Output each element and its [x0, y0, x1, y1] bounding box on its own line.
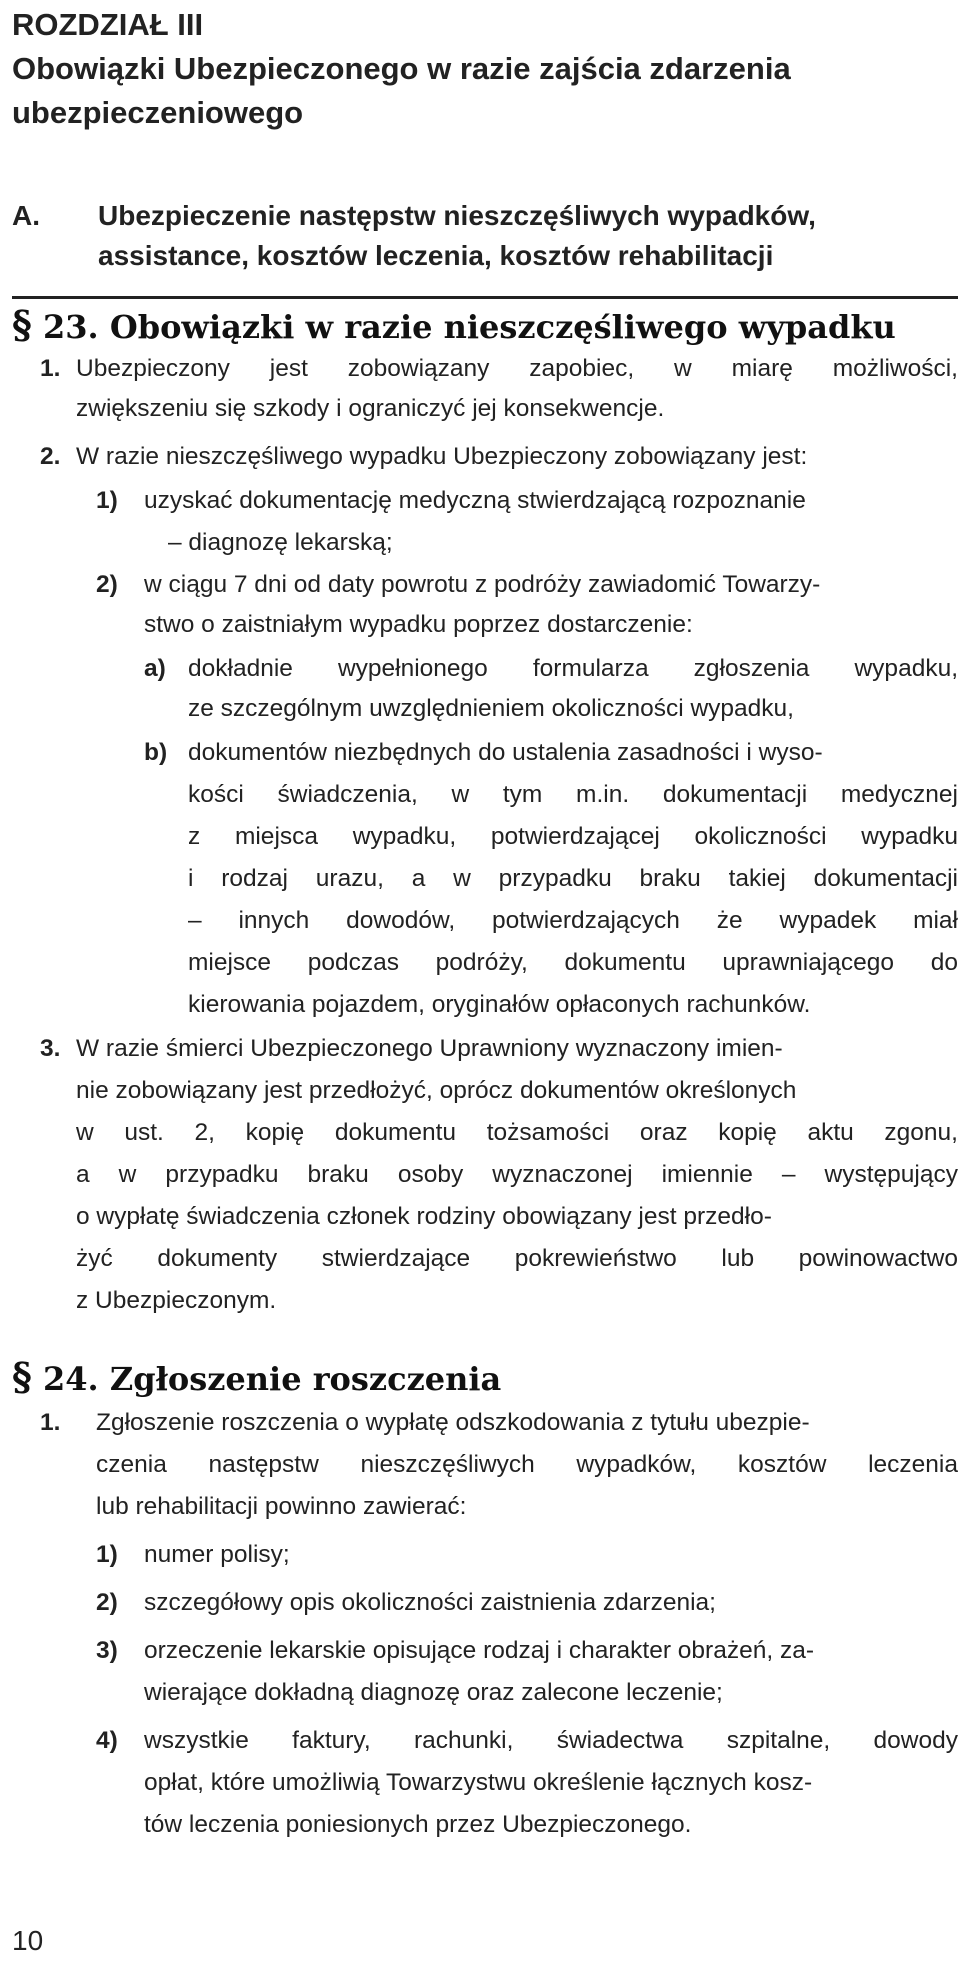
section-24-title: 24. Zgłoszenie roszczenia	[43, 1360, 502, 1398]
s24-p1-number: 1.	[40, 1409, 61, 1436]
s23-p1-number: 1.	[40, 355, 61, 382]
chapter-heading: ROZDZIAŁ III	[12, 7, 204, 42]
s23-p2-item-2b-line: miejsce podczas podróży, dokumentu uprawniającego do	[188, 949, 958, 976]
s23-p2-item-2b-line: i rodzaj urazu, a w przypadku braku takiej dokumentacji	[188, 865, 958, 892]
s23-p2-item-2-line: stwo o zaistniałym wypadku poprzez dostarczenie:	[144, 611, 693, 638]
s23-p3-line: w ust. 2, kopię dokumentu tożsamości oraz kopię aktu zgonu,	[76, 1119, 958, 1146]
s24-p1-line: czenia następstw nieszczęśliwych wypadków, kosztów leczenia	[96, 1451, 958, 1478]
page-number: 10	[12, 1925, 44, 1956]
s24-p1-item-1-number: 1)	[96, 1541, 118, 1568]
s23-p3-number: 3.	[40, 1035, 61, 1062]
s23-p3-line: z Ubezpieczonym.	[76, 1287, 277, 1314]
s23-p2-item-2b-line: – innych dowodów, potwierdzających że wypadek miał	[188, 907, 958, 934]
s24-p1-item-2-number: 2)	[96, 1589, 118, 1616]
s23-p2-item-2b-line: kości świadczenia, w tym m.in. dokumentacji medycznej	[188, 781, 958, 808]
s24-p1-item-4-line: wszystkie faktury, rachunki, świadectwa szpitalne, dowody	[144, 1727, 958, 1754]
s23-p3-line: o wypłatę świadczenia członek rodziny obowiązany jest przedło-	[76, 1203, 772, 1230]
s23-p3-line: żyć dokumenty stwierdzające pokrewieństwo lub powinowactwo	[76, 1245, 958, 1272]
s24-p1-item-4-number: 4)	[96, 1727, 118, 1754]
s24-p1-item-3-line: orzeczenie lekarskie opisujące rodzaj i charakter obrażeń, za-	[144, 1637, 814, 1664]
s24-p1-item-3-number: 3)	[96, 1637, 118, 1664]
section-24-heading	[12, 1356, 958, 1400]
section-a-title	[98, 196, 958, 276]
s23-p2-item-2a-number: a)	[144, 655, 166, 682]
s23-p2-item-2b-line: dokumentów niezbędnych do ustalenia zasadności i wyso-	[188, 739, 823, 766]
section-a-mark: A.	[12, 200, 40, 231]
s24-p1-item-1-line: numer polisy;	[144, 1541, 290, 1568]
s24-p1-item-4-line: opłat, które umożliwią Towarzystwu określenie łącznych kosz-	[144, 1769, 813, 1796]
s23-p3-line: nie zobowiązany jest przedłożyć, oprócz dokumentów określonych	[76, 1077, 797, 1104]
s23-p2-item-1-line: uzyskać dokumentację medyczną stwierdzającą rozpoznanie	[144, 487, 806, 514]
section-symbol: §	[12, 302, 32, 347]
s23-p3-line: W razie śmierci Ubezpieczonego Uprawniony wyznaczony imien-	[76, 1035, 783, 1062]
s23-p2-item-2-number: 2)	[96, 571, 118, 598]
chapter-title-line-2: ubezpieczeniowego	[12, 95, 304, 130]
s23-p2-item-2-line: w ciągu 7 dni od daty powrotu z podróży zawiadomić Towarzy-	[144, 571, 821, 598]
s23-p2-number: 2.	[40, 443, 61, 470]
s23-p1-line: Ubezpieczony jest zobowiązany zapobiec, w miarę możliwości,	[76, 355, 958, 382]
s23-p2-item-1-line: – diagnozę lekarską;	[168, 529, 393, 556]
s23-p2-item-2a-line: dokładnie wypełnionego formularza zgłoszenia wypadku,	[188, 655, 958, 682]
section-symbol: §	[12, 1354, 32, 1399]
s23-p2-item-2b-line: kierowania pojazdem, oryginałów opłaconych rachunków.	[188, 991, 811, 1018]
s24-p1-item-2-line: szczegółowy opis okoliczności zaistnienia zdarzenia;	[144, 1589, 716, 1616]
s24-p1-line: Zgłoszenie roszczenia o wypłatę odszkodowania z tytułu ubezpie-	[96, 1409, 810, 1436]
section-divider	[12, 296, 958, 299]
s23-p2-item-2a-line: ze szczególnym uwzględnieniem okoliczności wypadku,	[188, 695, 794, 722]
section-a-title-line-2: assistance, kosztów leczenia, kosztów rehabilitacji	[98, 240, 774, 271]
s23-p2-item-2b-line: z miejsca wypadku, potwierdzającej okoliczności wypadku	[188, 823, 958, 850]
section-23-title: 23. Obowiązki w razie nieszczęśliwego wypadku	[43, 308, 896, 346]
s23-p2-intro: W razie nieszczęśliwego wypadku Ubezpieczony zobowiązany jest:	[76, 443, 808, 470]
s23-p2-item-1-number: 1)	[96, 487, 118, 514]
section-23-heading	[12, 304, 958, 348]
s24-p1-item-4-line: tów leczenia poniesionych przez Ubezpieczonego.	[144, 1811, 692, 1838]
s24-p1-line: lub rehabilitacji powinno zawierać:	[96, 1493, 467, 1520]
s24-p1-item-3-line: wierające dokładną diagnozę oraz zalecone leczenie;	[144, 1679, 723, 1706]
chapter-title-line-1: Obowiązki Ubezpieczonego w razie zajścia zdarzenia	[12, 51, 791, 86]
s23-p3-line: a w przypadku braku osoby wyznaczonej imiennie – występujący	[76, 1161, 958, 1188]
section-a-title-line-1: Ubezpieczenie następstw nieszczęśliwych wypadków,	[98, 200, 816, 231]
s23-p1-line: zwiększeniu się szkody i ograniczyć jej konsekwencje.	[76, 395, 665, 422]
s23-p2-item-2b-number: b)	[144, 739, 168, 766]
